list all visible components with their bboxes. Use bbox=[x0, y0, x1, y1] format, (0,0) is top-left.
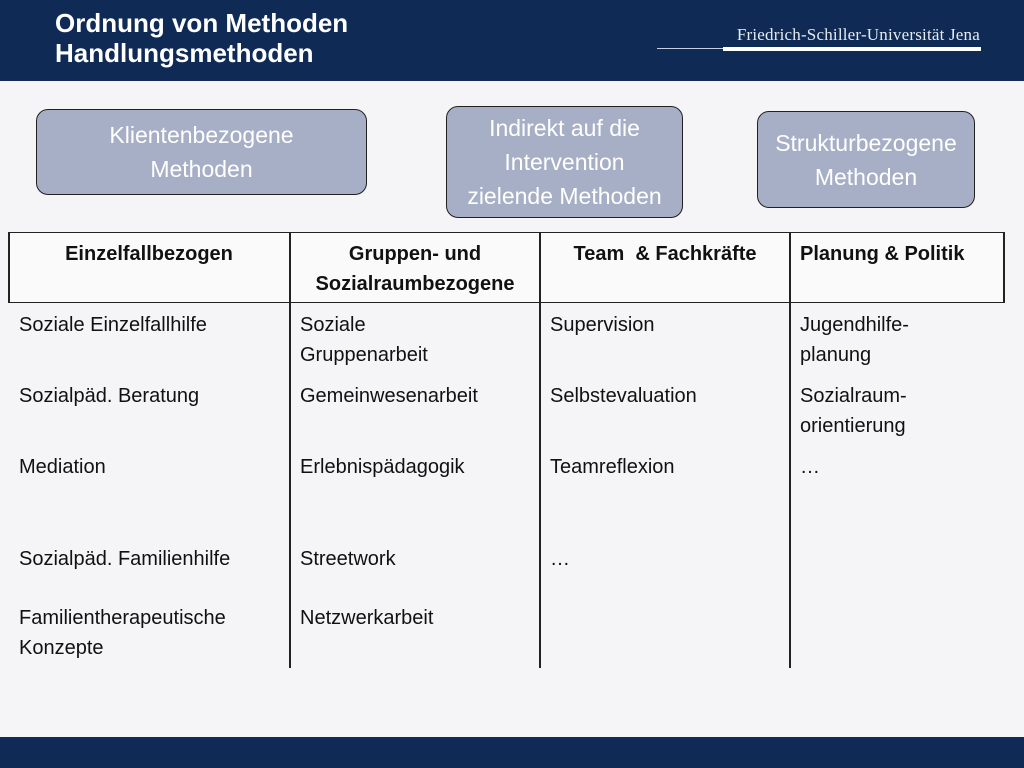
table-cell: Erlebnispädagogik bbox=[300, 456, 465, 478]
table-cell: Sozialpäd. Familienhilfe bbox=[19, 548, 231, 570]
table-cell: Teamreflexion bbox=[550, 456, 675, 478]
table-cell: Mediation bbox=[19, 456, 106, 478]
column-divider-3 bbox=[789, 232, 791, 668]
table-cell: Familientherapeutische Konzepte bbox=[19, 607, 226, 659]
category-indirect-label: Indirekt auf die Intervention zielende Methoden bbox=[467, 115, 662, 209]
table-cell: Sozialpäd. Beratung bbox=[19, 385, 200, 407]
category-indirect-box bbox=[446, 106, 683, 218]
category-structure-label: Strukturbezogene Methoden bbox=[775, 129, 957, 190]
title-line-1: Ordnung von Methoden bbox=[55, 8, 349, 38]
category-structure-box bbox=[757, 111, 975, 208]
column-divider-2 bbox=[539, 232, 541, 668]
table-header-team: Team & Fachkräfte bbox=[540, 232, 790, 303]
header-bar bbox=[0, 0, 1024, 81]
university-name: Friedrich-Schiller-Universität Jena bbox=[736, 25, 980, 44]
table-header-group: Gruppen- und Sozialraumbezogene bbox=[290, 232, 540, 303]
table-cell: Soziale Einzelfallhilfe bbox=[19, 314, 207, 336]
table-header-planning: Planung & Politik bbox=[790, 232, 1005, 303]
university-underline-thick bbox=[723, 47, 981, 51]
table-cell: Jugendhilfe- planung bbox=[800, 314, 909, 366]
table-cell: Gemeinwesenarbeit bbox=[300, 385, 478, 407]
category-client-box bbox=[36, 109, 367, 195]
table-cell: Soziale Gruppenarbeit bbox=[300, 314, 428, 366]
table-cell: Supervision bbox=[550, 314, 655, 336]
university-underline-thin bbox=[657, 48, 723, 49]
table-cell: … bbox=[800, 456, 820, 478]
table-cell: Streetwork bbox=[300, 548, 396, 570]
table-border-right bbox=[1003, 232, 1005, 303]
slide-title bbox=[55, 8, 348, 68]
table-cell: … bbox=[550, 548, 570, 570]
table-header-individual: Einzelfallbezogen bbox=[8, 232, 290, 303]
table-cell: Sozialraum- orientierung bbox=[800, 385, 907, 437]
table-border-left bbox=[8, 232, 10, 303]
category-client-label: Klientenbezogene Methoden bbox=[109, 122, 294, 182]
table-cell: Selbstevaluation bbox=[550, 385, 697, 407]
column-divider-1 bbox=[289, 232, 291, 668]
title-line-2: Handlungsmethoden bbox=[55, 38, 314, 68]
footer-bar bbox=[0, 737, 1024, 768]
table-cell: Netzwerkarbeit bbox=[300, 607, 434, 629]
